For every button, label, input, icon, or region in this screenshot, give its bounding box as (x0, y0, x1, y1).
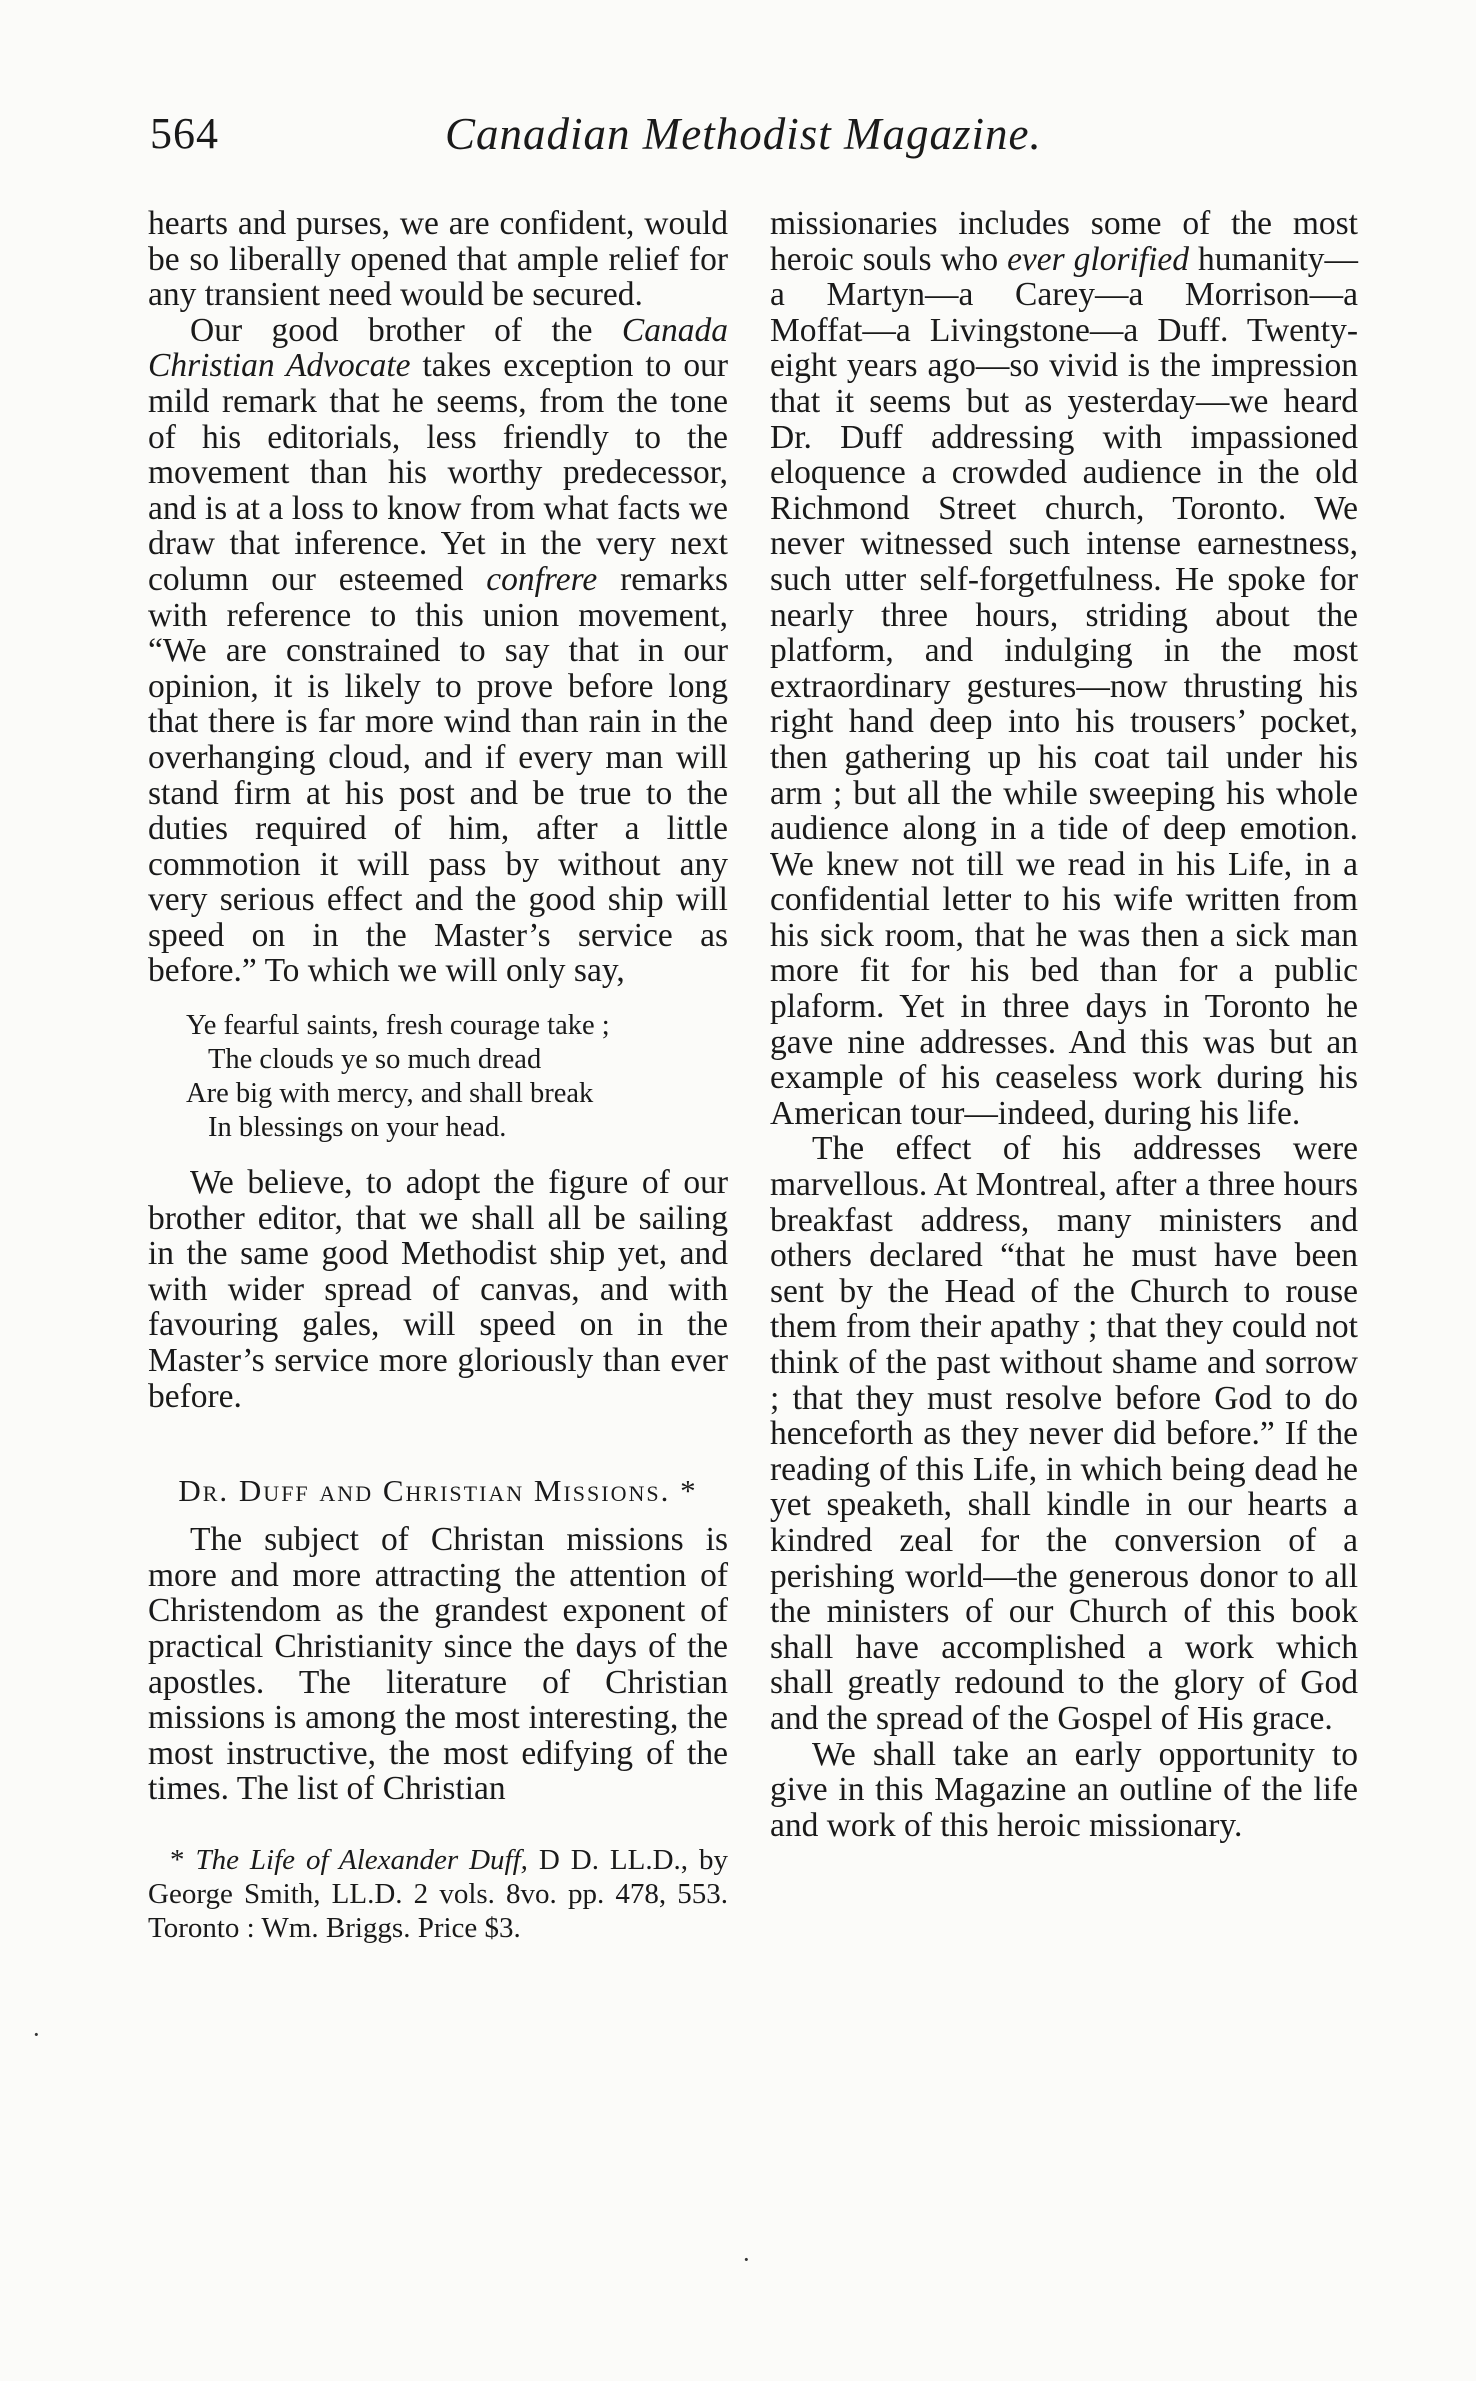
poem-line: Are big with mercy, and shall break (186, 1078, 594, 1110)
paragraph-belief: We believe, to adopt the figure of our brother editor, that we shall all be sailing in the same good Methodist ship yet, and with wider spread of canvas, and with favouring gales, will speed on in the Master’s service more gloriously than ever before. (148, 1164, 728, 1415)
paragraph-missionaries (770, 206, 1358, 1131)
hymn-quote (186, 1009, 728, 1145)
poem-line: Ye fearful saints, fresh courage take ; (186, 1010, 610, 1042)
paragraph-effect: The effect of his addresses were marvellous. At Montreal, after a three hours breakfast address, many ministers and others declared “that he must have been sent by the Head of the Church to rouse them from their apathy ; that they could not think of the past without shame and sorrow ; that they must resolve before God to do henceforth as they never did before.” If the reading of this Life, in which being dead he yet speaketh, shall kindle in our hearts a kindred zeal for the conversion of a perishing world—the generous donor to all the ministers of our Church of this book shall have accomplished a work which shall greatly redound to the glory of God and the spread of the Gospel of His grace. (770, 1130, 1358, 1737)
text-run: takes exception to our mild remark that he seems, from the tone of his editorials, less friendly to the movement than his worthy predecessor, and is at a loss to know from what facts we draw that inference. Yet in the very next column our esteemed (148, 347, 728, 598)
paragraph-missions: The subject of Christan missions is more and more attracting the attention of Christendom as the grandest exponent of practical Christianity since the days of the apostles. The literature of Christian missions is among the most interesting, the most instructive, the most edifying of the times. The list of Christian (148, 1521, 728, 1808)
footnote-book-title: The Life of Alexander Duff, (195, 1843, 528, 1876)
page-number: 564 (150, 109, 219, 158)
footnote (148, 1843, 728, 1945)
text-run: missionaries includes some of the most heroic souls who (770, 205, 1358, 278)
left-column (148, 206, 728, 1945)
scan-speck: · (32, 2020, 41, 2049)
page-header (0, 108, 1476, 178)
right-column (770, 206, 1358, 1843)
section-heading: Dr. Duff and Christian Missions. * (178, 1473, 698, 1509)
paragraph-advocate (148, 313, 728, 989)
footnote-text: D D. LL.D., by George Smith, LL.D. 2 vols. 8vo. pp. 478, 553. Toronto : Wm. Briggs. Price $3. (148, 1843, 728, 1944)
text-run: humanity—a Martyn—a Carey—a Morrison—a Moffat—a Livingstone—a Duff. Twenty-eight years ago—so vivid is the impression that it seems but as yesterday—we heard Dr. Duff addressing with impassioned eloquence a crowded audience in the old Richmond Street church, Toronto. We never witnessed such intense earnestness, such utter self-forgetfulness. He spoke for nearly three hours, striding about the platform, and indulging in the most extraordinary gestures—now thrusting his right hand deep into his trousers’ pocket, then gathering up his coat tail under his arm ; but all the while sweeping his whole audience along in a tide of deep emotion. We knew not till we read in his Life, in a confidential letter to his wife written from his sick room, that he was then a sick man more fit for his bed than for a public plaform. Yet in three days in Toronto he gave nine addresses. And this was but an example of his ceaseless work during his American tour—indeed, during his life. (770, 240, 1359, 1132)
paragraph-continuation: hearts and purses, we are confident, would be so liberally opened that ample relief for any transient need would be secured. (148, 205, 728, 314)
running-title: Canadian Methodist Magazine. (445, 109, 1042, 159)
paragraph-closing: We shall take an early opportunity to give in this Magazine an outline of the life and work of this heroic missionary. (770, 1735, 1358, 1844)
publication-name: Canada Christian Advocate (148, 311, 728, 385)
scan-speck: · (742, 2245, 751, 2274)
poem-line: In blessings on your head. (208, 1112, 507, 1144)
text-run: remarks with reference to this union movement, “We are constrained to say that in our opinion, it is likely to prove before long that there is far more wind than rain in the overhanging cloud, and if every man will stand firm at his post and be true to the duties required of him, after a little commotion it will pass by without any very serious effect and the good ship will speed on in the Master’s service as before.” To which we will only say, (148, 560, 728, 990)
text-run: Our good brother of the (190, 311, 622, 349)
footnote-marker: * (170, 1843, 196, 1876)
italic-phrase: ever glorified (1007, 240, 1190, 278)
poem-line: The clouds ye so much dread (208, 1044, 542, 1076)
italic-word: confrere (486, 560, 598, 598)
